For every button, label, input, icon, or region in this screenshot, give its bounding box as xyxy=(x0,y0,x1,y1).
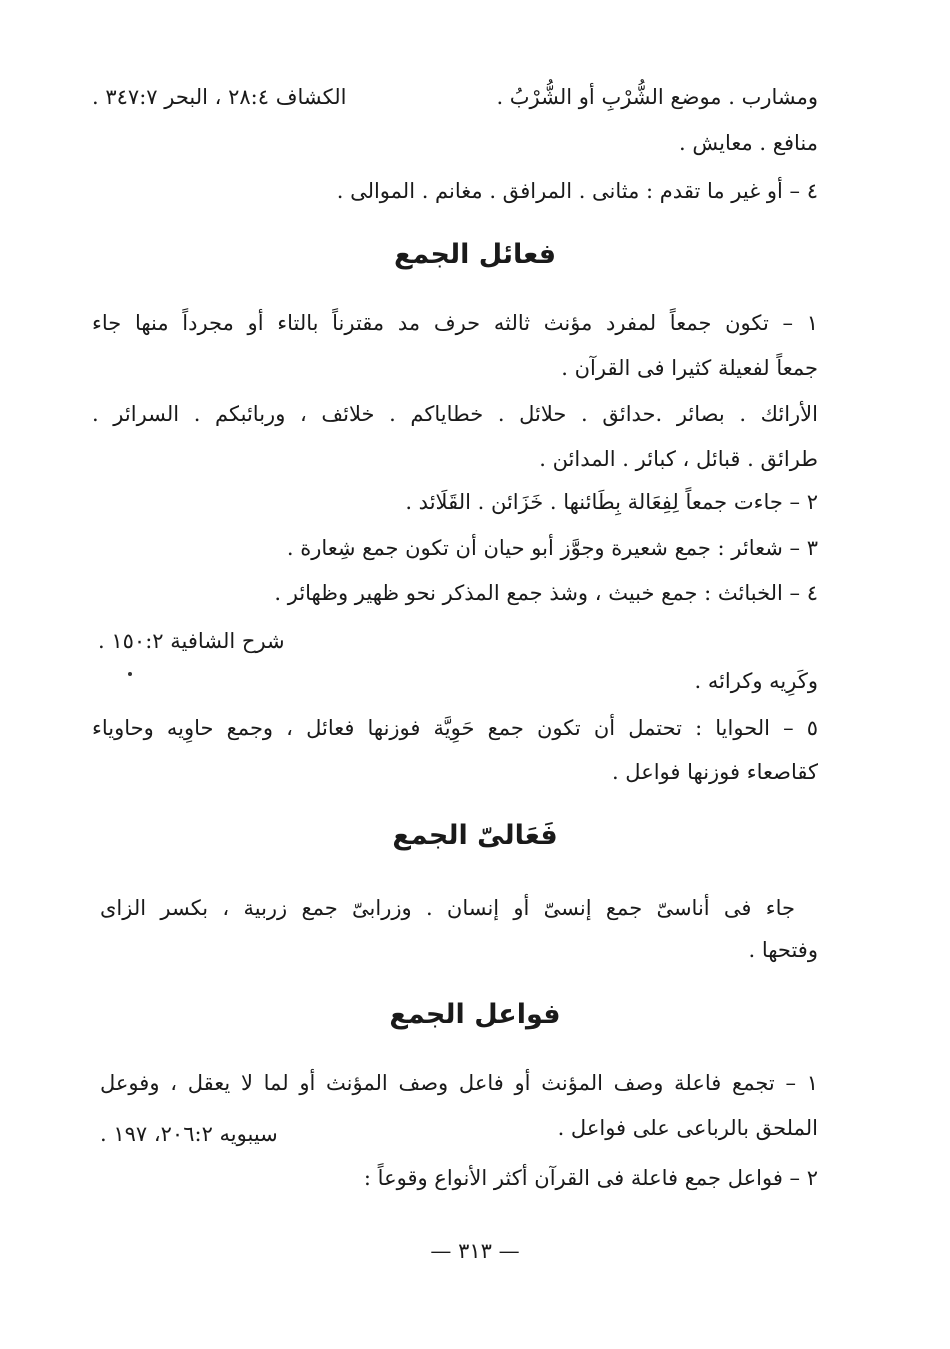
text-line: ١ – تجمع فاعلة وصف المؤنث أو فاعل وصف المؤنث أو لما لا يعقل ، وفوعل xyxy=(100,1071,818,1095)
text-line: الملحق بالرباعى على فواعل . xyxy=(557,1116,818,1140)
text-line: طرائق . قبائل ، كبائر . المدائن . xyxy=(539,447,818,471)
text-line: ومشارب . موضع الشُّرْبِ أو الشُّرْبُ . xyxy=(496,85,818,109)
text-line: ٤ – أو غير ما تقدم : مثانى . المرافق . مغانم . الموالى . xyxy=(336,179,818,203)
text-line: ٥ – الحوايا : تحتمل أن تكون جمع حَوِيَّة فوزنها فعائل ، وجمع حاوِيه وحاوياء xyxy=(92,716,818,740)
text-line: وكَرِيه وكرائه . xyxy=(694,669,818,693)
text-line: ٢ – جاءت جمعاً لِفِعَالة بِطَائنها . خَزَائن . القَلَائد . xyxy=(405,490,818,514)
text-line: ١ – تكون جمعاً لمفرد مؤنث ثالثه حرف مد مقترناً بالتاء أو مجرداً منها جاء xyxy=(92,311,818,335)
section-heading: فعائل الجمع xyxy=(393,239,557,270)
text-line: ٣ – شعائر : جمع شعيرة وجوَّز أبو حيان أن تكون جمع شِعارة . xyxy=(286,536,818,560)
reference-citation: شرح الشافية ١٥٠:٢ . xyxy=(98,629,285,653)
text-line: ٢ – فواعل جمع فاعلة فى القرآن أكثر الأنواع وقوعاً : xyxy=(363,1166,818,1190)
text-line: وفتحها . xyxy=(748,938,818,962)
text-line: منافع . معايش . xyxy=(679,131,818,155)
reference-citation: سيبويه ٢٠٦:٢، ١٩٧ . xyxy=(100,1122,278,1146)
stray-dot xyxy=(128,672,132,676)
text-line: كقاصعاء فوزنها فواعل . xyxy=(611,760,818,784)
reference-citation: الكشاف ٢٨:٤ ، البحر ٣٤٧:٧ . xyxy=(92,85,347,109)
text-line: الأرائك . بصائر .حدائق . حلائل . خطاياكم . خلائف ، وربائبكم . السرائر . xyxy=(92,402,818,426)
text-line: جمعاً لفعيلة كثيرا فى القرآن . xyxy=(561,356,818,380)
text-line: ٤ – الخبائث : جمع خبيث ، وشذ جمع المذكر نحو ظهير وظهائر . xyxy=(274,581,818,605)
text-line: جاء فى أناسىّ جمع إنسىّ أو إنسان . وزرابىّ جمع زربية ، بكسر الزاى xyxy=(100,896,795,920)
section-heading: فواعل الجمع xyxy=(389,999,561,1030)
page-number: — ٣١٣ — xyxy=(430,1239,520,1263)
section-heading: فَعَالىّ الجمع xyxy=(392,820,558,851)
